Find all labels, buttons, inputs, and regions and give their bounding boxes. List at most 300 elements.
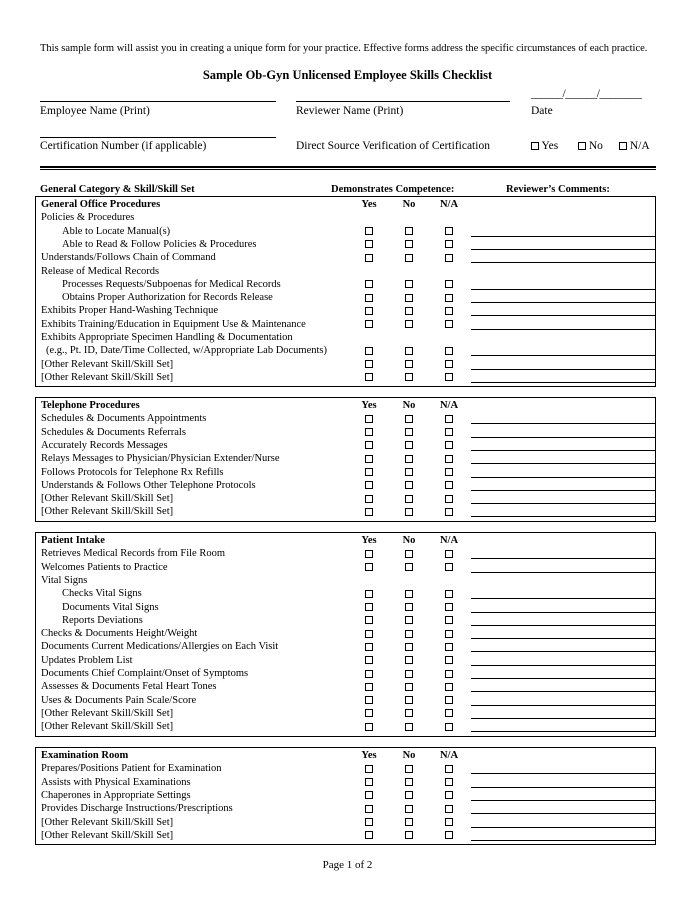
comment-line[interactable] — [471, 302, 656, 303]
checkbox-square[interactable] — [445, 831, 453, 839]
yes-checkbox[interactable] — [354, 720, 384, 733]
na-checkbox[interactable] — [434, 776, 464, 789]
column-header-competence: Demonstrates Competence: — [331, 184, 455, 195]
na-checkbox[interactable] — [434, 358, 464, 371]
no-checkbox[interactable] — [394, 251, 424, 264]
comment-line[interactable] — [471, 718, 656, 719]
comment-line[interactable] — [471, 800, 656, 801]
na-checkbox[interactable] — [434, 304, 464, 317]
yes-checkbox[interactable] — [354, 492, 384, 505]
na-checkbox[interactable] — [434, 707, 464, 720]
checkbox-square[interactable] — [405, 320, 413, 328]
comment-line[interactable] — [471, 787, 656, 788]
checkbox-square[interactable] — [365, 683, 373, 691]
checkbox-square[interactable] — [365, 723, 373, 731]
na-checkbox[interactable] — [434, 412, 464, 425]
yes-checkbox[interactable] — [354, 789, 384, 802]
yes-checkbox[interactable] — [354, 694, 384, 707]
certification-line[interactable] — [40, 137, 276, 138]
no-checkbox[interactable] — [394, 358, 424, 371]
checkbox-square[interactable] — [365, 778, 373, 786]
checkbox-square[interactable] — [365, 428, 373, 436]
checkbox-square[interactable] — [405, 709, 413, 717]
employee-name-line[interactable] — [40, 101, 276, 102]
checkbox-square[interactable] — [365, 550, 373, 558]
comment-line[interactable] — [471, 437, 656, 438]
yes-checkbox[interactable] — [354, 627, 384, 640]
comment-line[interactable] — [471, 503, 656, 504]
checkbox-square[interactable] — [405, 307, 413, 315]
checkbox-square[interactable] — [445, 428, 453, 436]
yes-checkbox[interactable] — [354, 466, 384, 479]
no-checkbox[interactable] — [394, 371, 424, 384]
checkbox-square[interactable] — [405, 670, 413, 678]
yes-checkbox[interactable] — [531, 142, 539, 150]
checkbox-square[interactable] — [405, 360, 413, 368]
reviewer-name-line[interactable] — [296, 101, 510, 102]
no-checkbox[interactable] — [394, 720, 424, 733]
no-checkbox[interactable] — [394, 344, 424, 357]
yes-checkbox[interactable] — [354, 371, 384, 384]
column-header-comments: Reviewer’s Comments: — [506, 184, 610, 195]
no-checkbox[interactable] — [394, 318, 424, 331]
checkbox-square[interactable] — [405, 831, 413, 839]
checkbox-square[interactable] — [445, 670, 453, 678]
na-checkbox[interactable] — [434, 802, 464, 815]
yes-checkbox[interactable] — [354, 439, 384, 452]
skill-label: Processes Requests/Subpoenas for Medical Records — [62, 278, 281, 290]
checkbox-square[interactable] — [445, 254, 453, 262]
no-checkbox[interactable] — [394, 762, 424, 775]
no-checkbox[interactable] — [394, 492, 424, 505]
checkbox-square[interactable] — [445, 550, 453, 558]
comment-line[interactable] — [471, 355, 656, 356]
checkbox-square[interactable] — [445, 630, 453, 638]
checkbox-square[interactable] — [445, 360, 453, 368]
yes-checkbox[interactable] — [354, 587, 384, 600]
checkbox-square[interactable] — [445, 791, 453, 799]
yes-checkbox[interactable] — [354, 829, 384, 842]
checkbox-square[interactable] — [445, 455, 453, 463]
comment-line[interactable] — [471, 773, 656, 774]
na-checkbox[interactable] — [619, 142, 627, 150]
section-box — [35, 397, 656, 522]
checkbox-square[interactable] — [405, 428, 413, 436]
checkbox-square[interactable] — [405, 643, 413, 651]
comment-line[interactable] — [471, 315, 656, 316]
checkbox-square[interactable] — [405, 294, 413, 302]
checkbox-square[interactable] — [445, 603, 453, 611]
comment-line[interactable] — [471, 827, 656, 828]
comment-line[interactable] — [471, 665, 656, 666]
checkbox-square[interactable] — [445, 495, 453, 503]
checkbox-square[interactable] — [445, 481, 453, 489]
yes-checkbox[interactable] — [354, 680, 384, 693]
na-checkbox[interactable] — [434, 654, 464, 667]
checkbox-square[interactable] — [405, 240, 413, 248]
checkbox-square[interactable] — [405, 415, 413, 423]
yes-checkbox[interactable] — [354, 802, 384, 815]
checkbox-square[interactable] — [405, 550, 413, 558]
yes-checkbox[interactable] — [354, 776, 384, 789]
no-checkbox[interactable] — [578, 142, 586, 150]
yes-checkbox[interactable] — [354, 291, 384, 304]
checkbox-square[interactable] — [365, 616, 373, 624]
checkbox-square[interactable] — [405, 481, 413, 489]
na-checkbox[interactable] — [434, 667, 464, 680]
comment-line[interactable] — [471, 638, 656, 639]
na-checkbox[interactable] — [434, 694, 464, 707]
checkbox-square[interactable] — [405, 468, 413, 476]
checkbox-square[interactable] — [365, 227, 373, 235]
no-checkbox[interactable] — [394, 291, 424, 304]
checkbox-square[interactable] — [445, 643, 453, 651]
checkbox-square[interactable] — [365, 468, 373, 476]
checkbox-square[interactable] — [405, 630, 413, 638]
checkbox-square[interactable] — [405, 778, 413, 786]
no-checkbox[interactable] — [394, 789, 424, 802]
page-footer: Page 1 of 2 — [322, 859, 373, 871]
checkbox-square[interactable] — [365, 765, 373, 773]
checkbox-square[interactable] — [445, 709, 453, 717]
checkbox-square[interactable] — [365, 360, 373, 368]
yes-checkbox[interactable] — [354, 304, 384, 317]
header-divider — [40, 166, 656, 168]
checkbox-square[interactable] — [365, 373, 373, 381]
comment-line[interactable] — [471, 572, 656, 573]
checkbox-square[interactable] — [365, 670, 373, 678]
na-checkbox[interactable] — [434, 829, 464, 842]
no-checkbox[interactable] — [394, 452, 424, 465]
checkbox-square[interactable] — [445, 805, 453, 813]
checkbox-square[interactable] — [405, 656, 413, 664]
checkbox-square[interactable] — [365, 709, 373, 717]
checkbox-square[interactable] — [365, 563, 373, 571]
skill-label: Assesses & Documents Fetal Heart Tones — [41, 681, 217, 693]
na-checkbox[interactable] — [434, 816, 464, 829]
checkbox-square[interactable] — [445, 818, 453, 826]
checkbox-square[interactable] — [445, 468, 453, 476]
no-checkbox[interactable] — [394, 278, 424, 291]
no-checkbox[interactable] — [394, 587, 424, 600]
comment-line[interactable] — [471, 490, 656, 491]
comment-line[interactable] — [471, 289, 656, 290]
yes-checkbox[interactable] — [354, 344, 384, 357]
comment-line[interactable] — [471, 813, 656, 814]
no-checkbox[interactable] — [394, 561, 424, 574]
checkbox-square[interactable] — [445, 778, 453, 786]
no-checkbox[interactable] — [394, 654, 424, 667]
checkbox-square[interactable] — [365, 656, 373, 664]
yes-label: Yes — [541, 140, 559, 152]
yes-checkbox[interactable] — [354, 278, 384, 291]
comment-line[interactable] — [471, 840, 656, 841]
date-field[interactable]: ______/______/________ — [531, 88, 642, 100]
yes-checkbox[interactable] — [354, 505, 384, 518]
checkbox-square[interactable] — [405, 441, 413, 449]
no-checkbox[interactable] — [394, 829, 424, 842]
checkbox-square[interactable] — [365, 254, 373, 262]
yes-checkbox[interactable] — [354, 225, 384, 238]
yes-checkbox[interactable] — [354, 667, 384, 680]
skill-label: Documents Current Medications/Allergies on Each Visit — [41, 641, 279, 653]
na-checkbox[interactable] — [434, 466, 464, 479]
yes-checkbox[interactable] — [354, 358, 384, 371]
checkbox-square[interactable] — [365, 294, 373, 302]
no-checkbox[interactable] — [394, 238, 424, 251]
checkbox-square[interactable] — [405, 791, 413, 799]
yes-checkbox[interactable] — [354, 318, 384, 331]
comment-line[interactable] — [471, 262, 656, 263]
employee-name-label: Employee Name (Print) — [40, 105, 150, 117]
column-na-header: N/A — [439, 535, 459, 546]
yes-checkbox[interactable] — [354, 654, 384, 667]
certification-label: Certification Number (if applicable) — [40, 140, 207, 152]
no-checkbox[interactable] — [394, 601, 424, 614]
na-checkbox[interactable] — [434, 601, 464, 614]
checkbox-square[interactable] — [365, 508, 373, 516]
checkbox-square[interactable] — [365, 307, 373, 315]
na-checkbox[interactable] — [434, 344, 464, 357]
checkbox-square[interactable] — [445, 683, 453, 691]
verification-na-option[interactable] — [619, 140, 650, 152]
yes-checkbox[interactable] — [354, 601, 384, 614]
comment-line[interactable] — [471, 516, 656, 517]
na-checkbox[interactable] — [434, 505, 464, 518]
no-label: No — [588, 140, 603, 152]
checkbox-square[interactable] — [365, 831, 373, 839]
verification-yes-option[interactable] — [531, 140, 558, 152]
na-checkbox[interactable] — [434, 318, 464, 331]
checkbox-square[interactable] — [365, 590, 373, 598]
no-checkbox[interactable] — [394, 816, 424, 829]
na-checkbox[interactable] — [434, 452, 464, 465]
checkbox-square[interactable] — [405, 805, 413, 813]
checkbox-square[interactable] — [445, 765, 453, 773]
no-checkbox[interactable] — [394, 466, 424, 479]
skill-label: Follows Protocols for Telephone Rx Refills — [41, 466, 224, 478]
comment-line[interactable] — [471, 477, 656, 478]
na-checkbox[interactable] — [434, 439, 464, 452]
yes-checkbox[interactable] — [354, 614, 384, 627]
section-title: General Office Procedures — [41, 199, 161, 210]
yes-checkbox[interactable] — [354, 412, 384, 425]
checkbox-square[interactable] — [445, 347, 453, 355]
yes-checkbox[interactable] — [354, 238, 384, 251]
na-checkbox[interactable] — [434, 291, 464, 304]
na-checkbox[interactable] — [434, 479, 464, 492]
na-checkbox[interactable] — [434, 627, 464, 640]
skill-label: Retrieves Medical Records from File Room — [41, 548, 226, 560]
no-checkbox[interactable] — [394, 776, 424, 789]
comment-line[interactable] — [471, 382, 656, 383]
yes-checkbox[interactable] — [354, 561, 384, 574]
checkbox-square[interactable] — [365, 696, 373, 704]
yes-checkbox[interactable] — [354, 762, 384, 775]
na-checkbox[interactable] — [434, 225, 464, 238]
no-checkbox[interactable] — [394, 225, 424, 238]
checkbox-square[interactable] — [405, 508, 413, 516]
checkbox-square[interactable] — [365, 603, 373, 611]
checkbox-square[interactable] — [365, 643, 373, 651]
na-checkbox[interactable] — [434, 561, 464, 574]
yes-checkbox[interactable] — [354, 251, 384, 264]
na-checkbox[interactable] — [434, 251, 464, 264]
checkbox-square[interactable] — [405, 696, 413, 704]
comment-line[interactable] — [471, 236, 656, 237]
no-checkbox[interactable] — [394, 547, 424, 560]
na-checkbox[interactable] — [434, 762, 464, 775]
no-checkbox[interactable] — [394, 439, 424, 452]
na-checkbox[interactable] — [434, 371, 464, 384]
column-no-header: No — [402, 400, 416, 411]
checkbox-square[interactable] — [405, 616, 413, 624]
no-checkbox[interactable] — [394, 694, 424, 707]
checkbox-square[interactable] — [405, 683, 413, 691]
comment-line[interactable] — [471, 329, 656, 330]
checkbox-square[interactable] — [445, 441, 453, 449]
checkbox-square[interactable] — [445, 227, 453, 235]
checkbox-square[interactable] — [445, 307, 453, 315]
checkbox-square[interactable] — [445, 240, 453, 248]
na-checkbox[interactable] — [434, 426, 464, 439]
checkbox-square[interactable] — [365, 441, 373, 449]
na-checkbox[interactable] — [434, 614, 464, 627]
checkbox-square[interactable] — [365, 630, 373, 638]
checkbox-square[interactable] — [445, 616, 453, 624]
comment-line[interactable] — [471, 731, 656, 732]
checkbox-square[interactable] — [405, 347, 413, 355]
checkbox-square[interactable] — [445, 656, 453, 664]
skill-label: Documents Chief Complaint/Onset of Symptoms — [41, 668, 249, 679]
no-checkbox[interactable] — [394, 802, 424, 815]
yes-checkbox[interactable] — [354, 426, 384, 439]
skill-label: Uses & Documents Pain Scale/Score — [41, 694, 197, 706]
column-yes-header: Yes — [361, 535, 377, 546]
comment-line[interactable] — [471, 691, 656, 692]
comment-line[interactable] — [471, 612, 656, 613]
checkbox-square[interactable] — [445, 294, 453, 302]
comment-line[interactable] — [471, 625, 656, 626]
na-checkbox[interactable] — [434, 640, 464, 653]
checkbox-square[interactable] — [365, 805, 373, 813]
comment-line[interactable] — [471, 423, 656, 424]
checkbox-square[interactable] — [445, 508, 453, 516]
na-checkbox[interactable] — [434, 680, 464, 693]
checkbox-square[interactable] — [365, 495, 373, 503]
skill-label: Able to Read & Follow Policies & Procedures — [62, 238, 257, 250]
reviewer-name-label: Reviewer Name (Print) — [296, 105, 404, 117]
no-checkbox[interactable] — [394, 667, 424, 680]
checkbox-square[interactable] — [445, 563, 453, 571]
checkbox-square[interactable] — [405, 723, 413, 731]
checkbox-square[interactable] — [405, 227, 413, 235]
checkbox-square[interactable] — [405, 590, 413, 598]
checkbox-square[interactable] — [405, 563, 413, 571]
comment-line[interactable] — [471, 651, 656, 652]
yes-checkbox[interactable] — [354, 816, 384, 829]
no-checkbox[interactable] — [394, 614, 424, 627]
checkbox-square[interactable] — [445, 320, 453, 328]
no-checkbox[interactable] — [394, 479, 424, 492]
checkbox-square[interactable] — [365, 347, 373, 355]
checkbox-square[interactable] — [365, 240, 373, 248]
na-checkbox[interactable] — [434, 789, 464, 802]
no-checkbox[interactable] — [394, 640, 424, 653]
na-checkbox[interactable] — [434, 238, 464, 251]
no-checkbox[interactable] — [394, 412, 424, 425]
checkbox-square[interactable] — [445, 723, 453, 731]
checkbox-square[interactable] — [445, 415, 453, 423]
no-checkbox[interactable] — [394, 680, 424, 693]
checkbox-square[interactable] — [405, 254, 413, 262]
comment-line[interactable] — [471, 463, 656, 464]
checkbox-square[interactable] — [405, 818, 413, 826]
comment-line[interactable] — [471, 705, 656, 706]
checkbox-square[interactable] — [365, 818, 373, 826]
comment-line[interactable] — [471, 598, 656, 599]
na-checkbox[interactable] — [434, 720, 464, 733]
column-yes-header: Yes — [361, 400, 377, 411]
checkbox-square[interactable] — [445, 280, 453, 288]
checkbox-square[interactable] — [365, 455, 373, 463]
comment-line[interactable] — [471, 249, 656, 250]
yes-checkbox[interactable] — [354, 479, 384, 492]
skill-label: Exhibits Proper Hand-Washing Technique — [41, 305, 218, 317]
checkbox-square[interactable] — [405, 455, 413, 463]
no-checkbox[interactable] — [394, 707, 424, 720]
checkbox-square[interactable] — [445, 373, 453, 381]
na-checkbox[interactable] — [434, 492, 464, 505]
no-checkbox[interactable] — [394, 304, 424, 317]
comment-line[interactable] — [471, 450, 656, 451]
comment-line[interactable] — [471, 678, 656, 679]
skill-label: [Other Relevant Skill/Skill Set] — [41, 358, 174, 370]
checkbox-square[interactable] — [405, 495, 413, 503]
yes-checkbox[interactable] — [354, 640, 384, 653]
verification-no-option[interactable] — [578, 140, 603, 152]
checkbox-square[interactable] — [405, 765, 413, 773]
skill-label: Provides Discharge Instructions/Prescriptions — [41, 803, 233, 815]
no-checkbox[interactable] — [394, 627, 424, 640]
checkbox-square[interactable] — [445, 696, 453, 704]
checkbox-square[interactable] — [445, 590, 453, 598]
checkbox-square[interactable] — [405, 373, 413, 381]
yes-checkbox[interactable] — [354, 547, 384, 560]
checkbox-square[interactable] — [365, 320, 373, 328]
na-checkbox[interactable] — [434, 547, 464, 560]
comment-line[interactable] — [471, 558, 656, 559]
checkbox-square[interactable] — [365, 280, 373, 288]
skill-label: Able to Locate Manual(s) — [62, 225, 171, 237]
yes-checkbox[interactable] — [354, 707, 384, 720]
yes-checkbox[interactable] — [354, 452, 384, 465]
checkbox-square[interactable] — [365, 791, 373, 799]
checkbox-square[interactable] — [405, 280, 413, 288]
no-checkbox[interactable] — [394, 505, 424, 518]
skill-label: Obtains Proper Authorization for Records Release — [62, 292, 273, 304]
section-box — [35, 747, 656, 845]
skill-label: Welcomes Patients to Practice — [41, 561, 168, 573]
checkbox-square[interactable] — [405, 603, 413, 611]
no-checkbox[interactable] — [394, 426, 424, 439]
column-na-header: N/A — [439, 750, 459, 761]
checkbox-square[interactable] — [365, 481, 373, 489]
na-checkbox[interactable] — [434, 587, 464, 600]
comment-line[interactable] — [471, 369, 656, 370]
na-checkbox[interactable] — [434, 278, 464, 291]
checkbox-square[interactable] — [365, 415, 373, 423]
